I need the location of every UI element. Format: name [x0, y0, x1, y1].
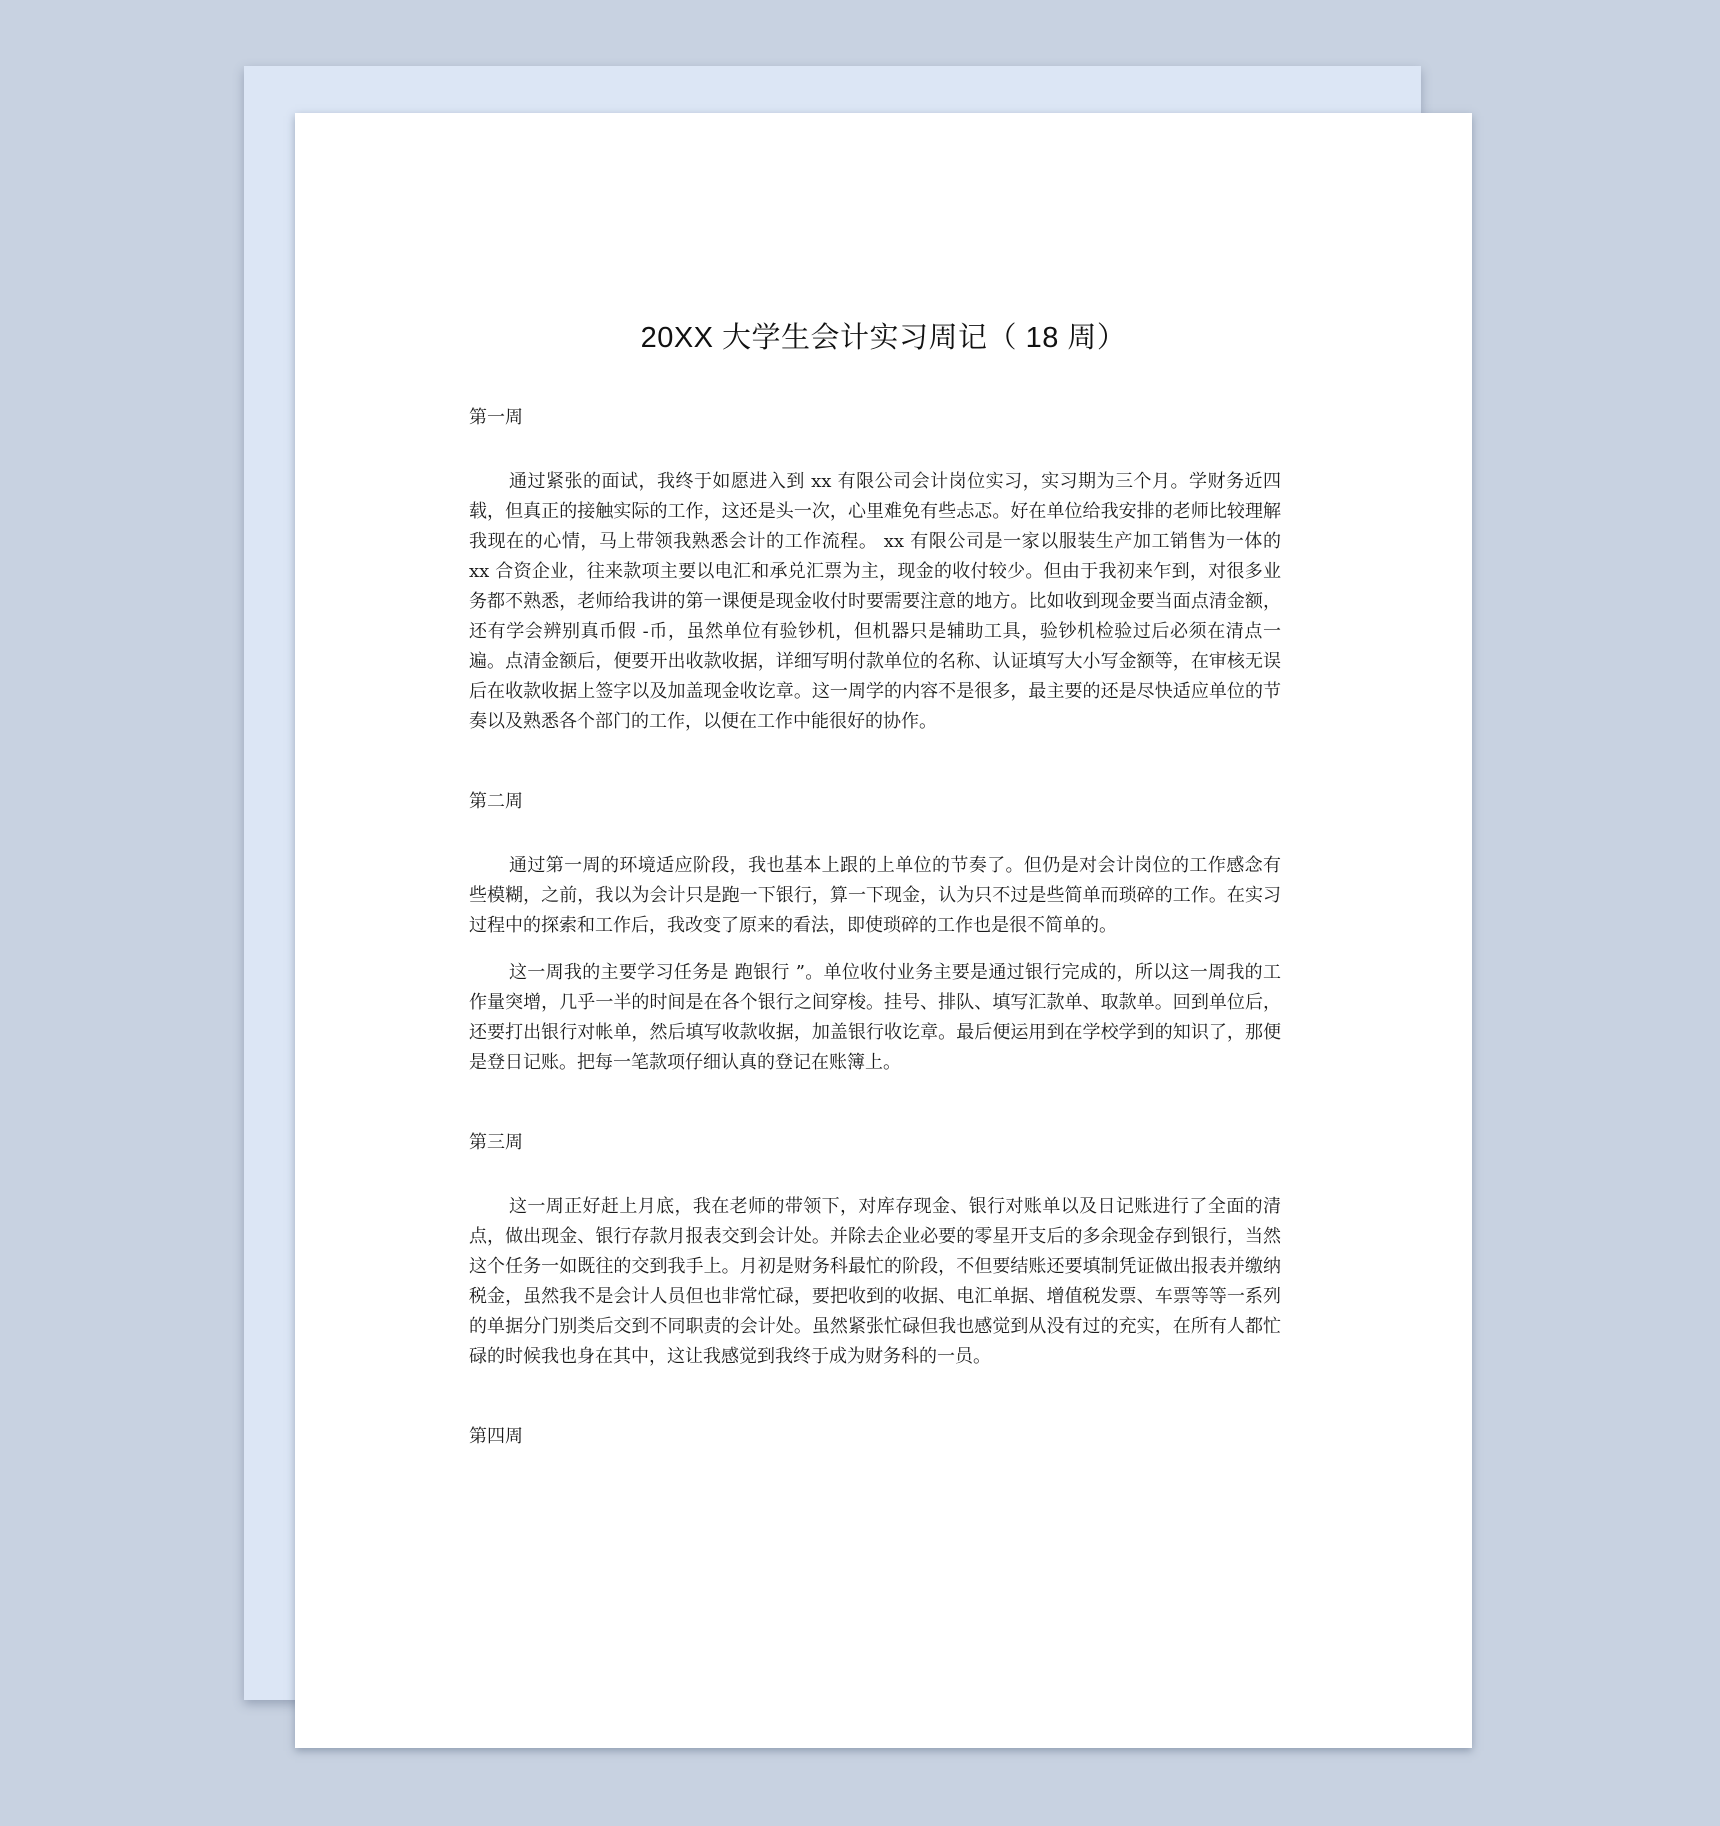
document-body: [469, 403, 1281, 1452]
week-1-heading: 第一周: [469, 407, 523, 428]
document-title: 20XX 大学生会计实习周记（ 18 周）: [640, 322, 1127, 354]
week-3-paragraph-1: 这一周正好赶上月底，我在老师的带领下，对库存现金、银行对账单以及日记账进行了全面的清点，做出现金、银行存款月报表交到会计处。并除去企业必要的零星开支后的多余现金存到银行，当然这个任务一如既往的交到我手上。月初是财务科最忙的阶段，不但要结账还要填制凭证做出报表并缴纳税金，虽然我不是会计人员但也非常忙碌，要把收到的收据、电汇单据、增值税发票、车票等等一系列的单据分门别类后交到不同职责的会计处。虽然紧张忙碌但我也感觉到从没有过的充实，在所有人都忙碌的时候我也身在其中，这让我感觉到我终于成为财务科的一员。: [469, 1196, 1281, 1367]
week-3-heading: 第三周: [469, 1132, 523, 1153]
week-2-heading: 第二周: [469, 791, 523, 812]
document-page: [295, 113, 1472, 1748]
week-2-paragraph-1: 通过第一周的环境适应阶段，我也基本上跟的上单位的节奏了。但仍是对会计岗位的工作感念有些模糊，之前，我以为会计只是跑一下银行，算一下现金，认为只不过是些简单而琐碎的工作。在实习过程中的探索和工作后，我改变了原来的看法，即使琐碎的工作也是很不简单的。: [469, 855, 1281, 936]
week-4-heading: 第四周: [469, 1426, 523, 1447]
week-2-paragraph-2: 这一周我的主要学习任务是 跑银行 ”。单位收付业务主要是通过银行完成的，所以这一周我的工作量突增，几乎一半的时间是在各个银行之间穿梭。挂号、排队、填写汇款单、取款单。回到单位后，还要打出银行对帐单，然后填写收款收据，加盖银行收讫章。最后便运用到在学校学到的知识了，那便是登日记账。把每一笔款项仔细认真的登记在账簿上。: [469, 962, 1281, 1073]
week-1-paragraph-1: 通过紧张的面试，我终于如愿进入到 xx 有限公司会计岗位实习，实习期为三个月。学财务近四载，但真正的接触实际的工作，这还是头一次，心里难免有些忐忑。好在单位给我安排的老师比较理解我现在的心情，马上带领我熟悉会计的工作流程。 xx 有限公司是一家以服装生产加工销售为一体的 xx 合资企业，往来款项主要以电汇和承兑汇票为主，现金的收付较少。但由于我初来乍到，对很多业务都不熟悉，老师给我讲的第一课便是现金收付时要需要注意的地方。比如收到现金要当面点清金额，还有学会辨别真币假 -币，虽然单位有验钞机，但机器只是辅助工具，验钞机检验过后必须在清点一遍。点清金额后，便要开出收款收据，详细写明付款单位的名称、认证填写大小写金额等，在审核无误后在收款收据上签字以及加盖现金收讫章。这一周学的内容不是很多，最主要的还是尽快适应单位的节奏以及熟悉各个部门的工作，以便在工作中能很好的协作。: [469, 471, 1281, 732]
